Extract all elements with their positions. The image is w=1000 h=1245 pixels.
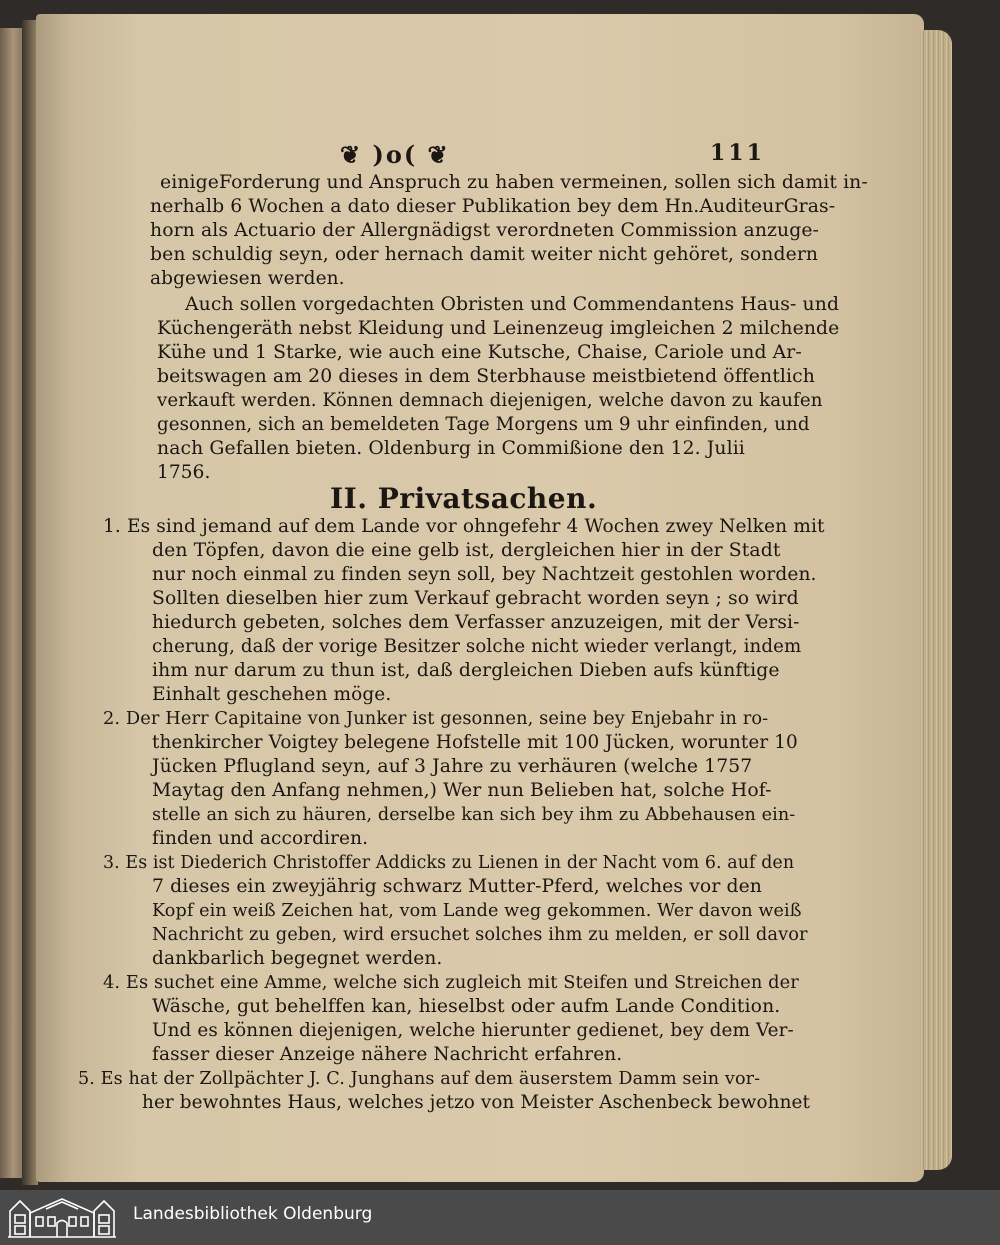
text-line: horn als Actuario der Allergnädigst verordneten Commission anzuge- <box>150 220 819 241</box>
text-line: abgewiesen werden. <box>150 268 345 289</box>
text-line: nerhalb 6 Wochen a dato dieser Publikation bey dem Hn.AuditeurGras- <box>150 196 836 217</box>
text-line: den Töpfen, davon die eine gelb ist, dergleichen hier in der Stadt <box>152 540 781 561</box>
library-name: Landesbibliothek Oldenburg <box>133 1204 373 1224</box>
section-heading: II. Privatsachen. <box>330 482 598 515</box>
text-line: nur noch einmal zu finden seyn soll, bey Nachtzeit gestohlen worden. <box>152 564 817 585</box>
text-line: Kopf ein weiß Zeichen hat, vom Lande weg gekommen. Wer davon weiß <box>152 901 802 921</box>
text-line: Sollten dieselben hier zum Verkauf gebracht worden seyn ; so wird <box>152 588 799 609</box>
text-line: her bewohntes Haus, welches jetzo von Meister Aschenbeck bewohnet <box>142 1092 811 1113</box>
text-line: ben schuldig seyn, oder hernach damit weiter nicht gehöret, sondern <box>150 244 819 265</box>
list-item-4: 4. Es suchet eine Amme, welche sich zugleich mit Steifen und Streichen der <box>103 972 799 993</box>
list-item-3: 3. Es ist Diederich Christoffer Addicks zu Lienen in der Nacht vom 6. auf den <box>103 853 795 873</box>
text-line: Wäsche, gut behelffen kan, hieselbst oder aufm Lande Condition. <box>152 996 781 1017</box>
text-line: fasser dieser Anzeige nähere Nachricht erfahren. <box>152 1044 623 1065</box>
text-line: stelle an sich zu häuren, derselbe kan sich bey ihm zu Abbehausen ein- <box>152 805 796 825</box>
text-line: 7 dieses ein zweyjährig schwarz Mutter-Pferd, welches vor den <box>152 876 763 897</box>
text-line: verkauft werden. Können demnach diejenigen, welche davon zu kaufen <box>157 390 823 411</box>
list-item-2: 2. Der Herr Capitaine von Junker ist gesonnen, seine bey Enjebahr in ro- <box>103 708 769 729</box>
text-line: Jücken Pflugland seyn, auf 3 Jahre zu verhäuren (welche 1757 <box>152 756 753 777</box>
text-line: beitswagen am 20 dieses in dem Sterbhause meistbietend öffentlich <box>157 366 815 387</box>
text-line: Und es können diejenigen, welche hierunter gedienet, bey dem Ver- <box>152 1020 794 1041</box>
list-item-1: 1. Es sind jemand auf dem Lande vor ohngefehr 4 Wochen zwey Nelken mit <box>103 516 825 537</box>
page-number: 111 <box>710 140 765 166</box>
text-line: gesonnen, sich an bemeldeten Tage Morgens um 9 uhr einfinden, und <box>157 414 810 435</box>
text-line: hiedurch gebeten, solches dem Verfasser anzuzeigen, mit der Versi- <box>152 612 800 633</box>
text-line: ihm nur darum zu thun ist, daß dergleichen Dieben aufs künftige <box>152 660 780 681</box>
text-line: cherung, daß der vorige Besitzer solche nicht wieder verlangt, indem <box>152 636 802 657</box>
text-line: Kühe und 1 Starke, wie auch eine Kutsche, Chaise, Cariole und Ar- <box>157 342 802 363</box>
text-line: 1756. <box>157 462 211 483</box>
library-building-icon <box>6 1195 118 1240</box>
footer-bar <box>0 1190 1000 1245</box>
running-head: ❦ )o( ❦ <box>340 140 450 169</box>
text-line: einigeForderung und Anspruch zu haben vermeinen, sollen sich damit in- <box>160 172 868 193</box>
text-line: Einhalt geschehen möge. <box>152 684 392 705</box>
text-line: Maytag den Anfang nehmen,) Wer nun Belieben hat, solche Hof- <box>152 780 772 801</box>
text-line: Auch sollen vorgedachten Obristen und Commendantens Haus- und <box>185 294 840 315</box>
text-line: nach Gefallen bieten. Oldenburg in Commißione den 12. Julii <box>157 438 745 459</box>
text-line: thenkircher Voigtey belegene Hofstelle mit 100 Jücken, worunter 10 <box>152 732 798 753</box>
text-line: Küchengeräth nebst Kleidung und Leinenzeug imgleichen 2 milchende <box>157 318 840 339</box>
text-line: dankbarlich begegnet werden. <box>152 948 443 969</box>
text-line: finden und accordiren. <box>152 828 369 849</box>
text-line: Nachricht zu geben, wird ersuchet solches ihm zu melden, er soll davor <box>152 924 808 945</box>
list-item-5: 5. Es hat der Zollpächter J. C. Junghans auf dem äuserstem Damm sein vor- <box>78 1069 761 1089</box>
